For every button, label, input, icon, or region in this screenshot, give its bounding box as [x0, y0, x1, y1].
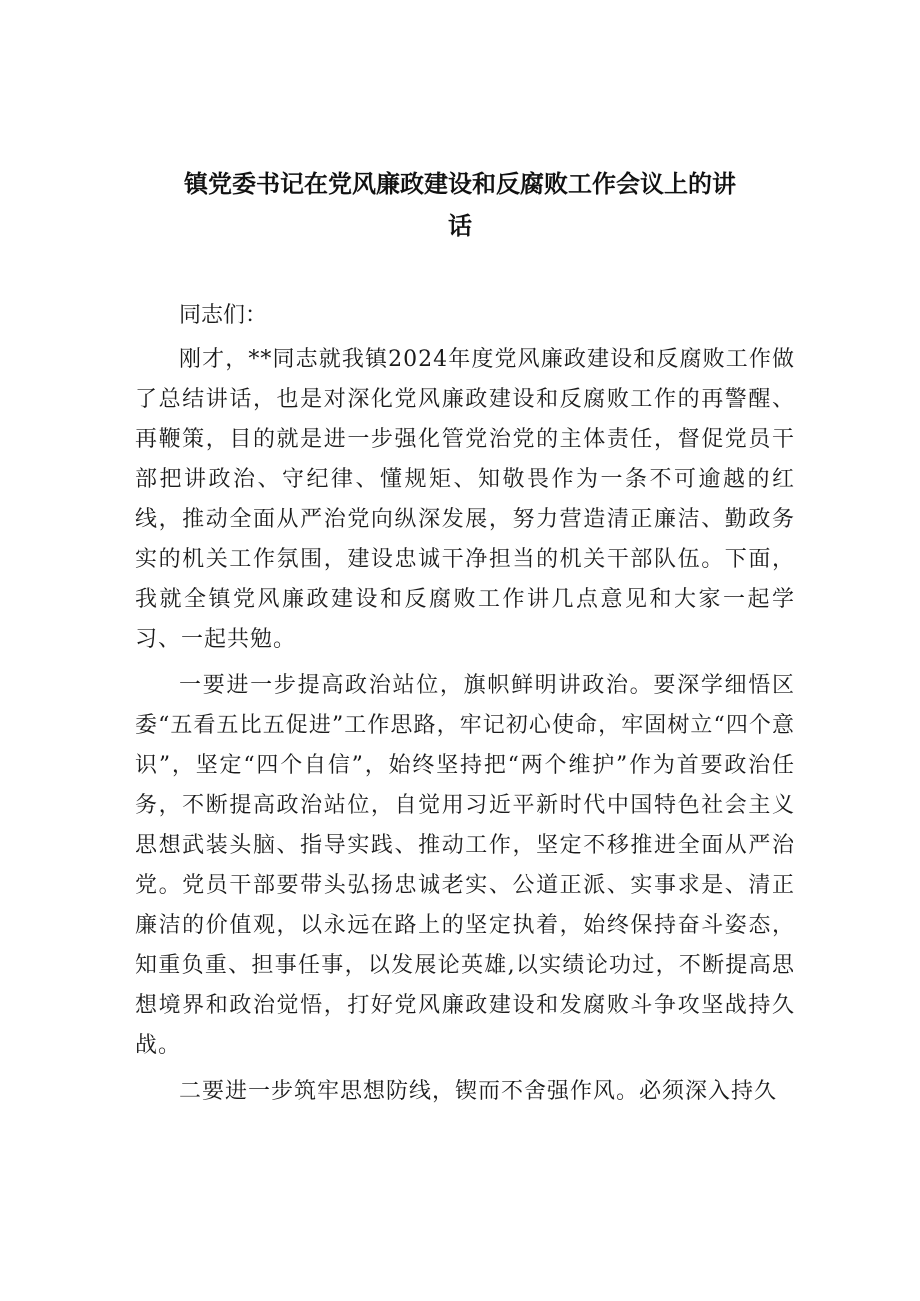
paragraph-opening: 刚才，**同志就我镇2024年度党风廉政建设和反腐败工作做了总结讲话，也是对深化党风廉政建设和反腐败工作的再警醒、再鞭策，目的就是进一步强化管党治党的主体责任，督促党员干部把讲政治、守纪律、懂规矩、知敬畏作为一条不可逾越的红线，推动全面从严治党向纵深发展，努力营造清正廉洁、勤政务实的机关工作氛围，建设忠诚干净担当的机关干部队伍。下面，我就全镇党风廉政建设和反腐败工作讲几点意见和大家一起学习、一起共勉。 [135, 347, 795, 652]
salutation: 同志们： [179, 303, 268, 328]
document-title [160, 163, 760, 247]
title-line-1: 镇党委书记在党风廉政建设和反腐败工作会议上的讲 [184, 170, 736, 198]
document-body [135, 296, 795, 1112]
paragraph-point-one: 一要进一步提高政治站位，旗帜鲜明讲政治。要深学细悟区委“五看五比五促进”工作思路，牢记初心使命，牢固树立“四个意识”，坚定“四个自信”，始终坚持把“两个维护”作为首要政治任务，不断提高政治站位，自觉用习近平新时代中国特色社会主义思想武装头脑、指导实践、推动工作，坚定不移推进全面从严治党。党员干部要带头弘扬忠诚老实、公道正派、实事求是、清正廉洁的价值观，以永远在路上的坚定执着，始终保持奋斗姿态，知重负重、担事任事，以发展论英雄,以实绩论功过，不断提高思想境界和政治觉悟，打好党风廉政建设和发腐败斗争攻坚战持久战。 [135, 673, 795, 1058]
paragraph-point-two: 二要进一步筑牢思想防线，锲而不舍强作风。必须深入持久 [179, 1079, 778, 1104]
title-line-2: 话 [448, 212, 472, 240]
